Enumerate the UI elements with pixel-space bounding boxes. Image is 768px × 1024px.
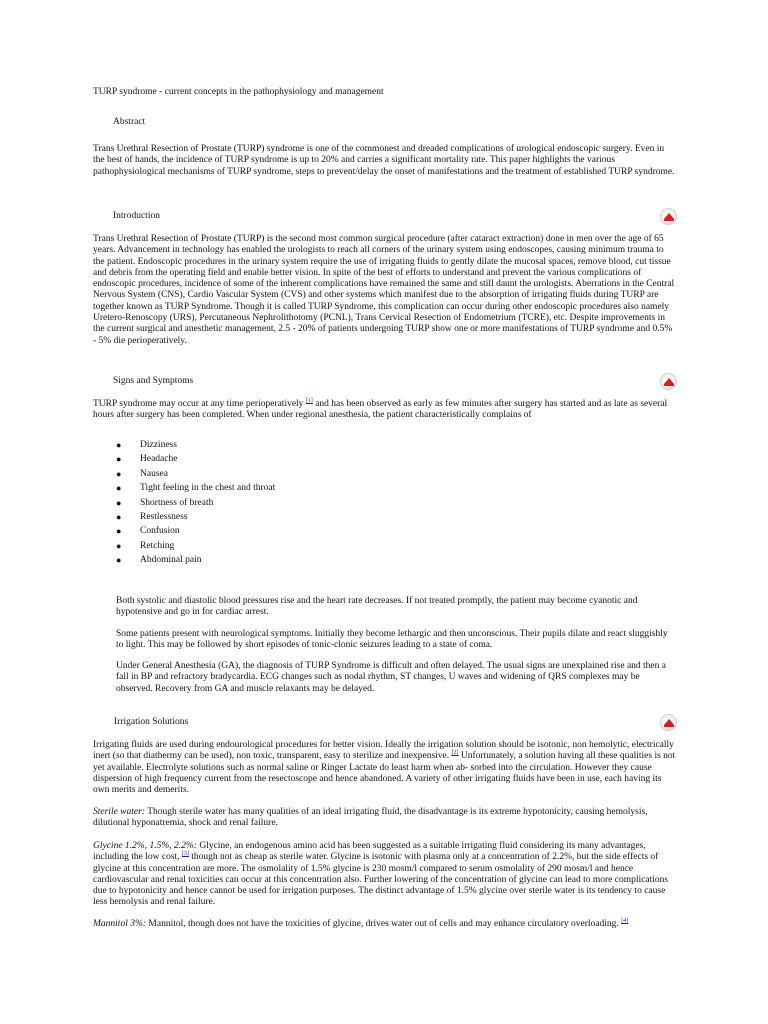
- symptom-label: Headache: [140, 454, 178, 465]
- symptom-label: Confusion: [140, 526, 180, 537]
- list-item: [93, 512, 275, 526]
- irrigation-intro-paragraph: [93, 740, 677, 796]
- bullet: ●: [116, 440, 122, 450]
- bullet: ●: [116, 497, 122, 508]
- glycine-paragraph: [93, 841, 677, 909]
- irrigation-intro-part1: Irrigating fluids are used during endourological procedures for better vision. Ideally the irrigation solution should be isotonic, non hemolytic, electrically inert (so that diathermy can be used), non toxic, transparent, easy to sterilize and inexpensive.: [93, 740, 674, 762]
- signs-intro-text: [93, 399, 677, 422]
- bullet: ●: [116, 483, 122, 494]
- irrigation-intro-part2: Unfortunately, a solution having all these qualities is not yet available. Electrolyte solutions such as normal saline or Ringer Lactate do least harm when ab- sorbed into the circulation. However they cause dispersion of high frequency current from the resectoscope and hence abandoned. A variety of other irrigating fluids have been in use, each having its own merits and demerits.: [93, 751, 676, 796]
- symptom-label: Nausea: [140, 468, 168, 479]
- list-item: [93, 526, 275, 540]
- bullet: ●: [116, 526, 122, 537]
- symptom-label: Restlessness: [140, 511, 188, 522]
- introduction-heading: Introduction: [113, 211, 160, 221]
- reference-link-3[interactable]: [3]: [181, 851, 189, 858]
- symptom-label: Retching: [140, 540, 175, 551]
- signs-intro-part1: TURP syndrome may occur at any time perioperatively: [93, 399, 306, 409]
- back-to-top-icon[interactable]: [660, 373, 677, 390]
- bullet: ●: [116, 540, 122, 551]
- reference-link-4[interactable]: [4]: [621, 917, 629, 924]
- back-to-top-icon[interactable]: [660, 714, 677, 731]
- bullet: ●: [116, 511, 122, 522]
- introduction-text: Trans Urethral Resection of Prostate (TURP) is the second most common surgical procedure (after cataract extraction) done in men over the age of 65 years. Advancement in technology has enabled the urologists to reach all corners of the urinary system using endoscopes, causing minimum trauma to the patient. Endoscopic procedures in the urinary system require the use of irrigating fluids to gently dilate the mucosal spaces, remove blood, cut tissue and debris from the operating field and enable better vision. In spite of the best of efforts to understand and prevent the various complications of endoscopic procedures, incidence of some of the inherent complications have remained the same and still daunt the urologists. Aberrations in the Central Nervous System (CNS), Cardio Vascular System (CVS) and other systems which manifest due to the absorption of irrigating fluids during TURP are together known as TURP Syndrome. Though it is called TURP Syndrome, this complication can occur during other endoscopic procedures also namely Uretero-Renoscopy (URS), Percutaneous Nephrolithotomy (PCNL), Trans Cervical Resection of Endometrium (TCRE), etc. Despite improvements in the current surgical and anesthetic management, 2.5 - 20% of patients undergoing TURP show one or more manifestations of TURP syndrome and 0.5% - 5% die perioperatively.: [93, 234, 675, 346]
- reference-link-1[interactable]: [1]: [305, 397, 313, 404]
- bullet: ●: [116, 468, 122, 479]
- glycine-label: Glycine 1.2%, 1.5%, 2.2%:: [93, 841, 197, 851]
- general-anesthesia-paragraph: Under General Anesthesia (GA), the diagnosis of TURP Syndrome is difficult and often delayed. The usual signs are unexplained rise and then a fall in BP and refractory bradycardia. ECG changes such as nodal rhythm, ST changes, U waves and widening of QRS complexes may be observed. Recovery from GA and muscle relaxants may be delayed.: [116, 661, 666, 694]
- irrigation-heading: Irrigation Solutions: [114, 717, 189, 727]
- glycine-text-part2: though not as cheap as sterile water. Glycine is isotonic with plasma only at a concentration of 2.2%, but the side effects of glycine at this concentration are more. The osmolality of 1.5% glycine is 230 mosm/l compared to serum osmolality of 290 mosm/l and hence cardiovascular and renal toxicities can occur at this concentration also. Further lowering of the concentration of glycine can lead to more complications due to hypotonicity and hence cannot be used for irrigation purposes. The distinct advantage of 1.5% glycine over sterile water is its tendency to cause less hemolysis and renal failure.: [93, 852, 669, 908]
- list-item: [93, 440, 275, 454]
- list-item: [93, 555, 275, 569]
- bullet: ●: [116, 454, 122, 465]
- mannitol-text: Mannitol, though does not have the toxicities of glycine, drives water out of cells and may enhance circulatory overloading.: [146, 919, 622, 929]
- sterile-water-label: Sterile water:: [93, 807, 145, 817]
- reference-link-2[interactable]: [2]: [451, 750, 459, 757]
- list-item: [93, 541, 275, 555]
- sterile-water-paragraph: [93, 807, 677, 830]
- mannitol-paragraph: [93, 919, 677, 930]
- signs-intro-part2: and has been observed as early as few minutes after surgery has started and as late as several hours after surgery has been completed. When under regional anesthesia, the patient characteristically complains of: [93, 399, 668, 421]
- symptom-label: Abdominal pain: [140, 555, 202, 566]
- abstract-heading: Abstract: [113, 117, 146, 127]
- symptom-label: Dizziness: [140, 440, 177, 450]
- sterile-water-text: Though sterile water has many qualities of an ideal irrigating fluid, the disadvantage is its extreme hypotonicity, causing hemolysis, dilutional hyponatremia, shock and renal failure.: [93, 807, 648, 829]
- symptom-label: Shortness of breath: [140, 497, 214, 508]
- signs-heading: Signs and Symptoms: [113, 376, 194, 386]
- abstract-text: Trans Urethral Resection of Prostate (TURP) syndrome is one of the commonest and dreaded complications of urological endoscopic surgery. Even in the best of hands, the incidence of TURP syndrome is up to 20% and carries a significant mortality rate. This paper highlights the various pathophysiological mechanisms of TURP syndrome, steps to prevent/delay the onset of manifestations and the treatment of established TURP syndrome.: [93, 144, 675, 177]
- blood-pressure-paragraph: Both systolic and diastolic blood pressures rise and the heart rate decreases. If not treated promptly, the patient may become cyanotic and hypotensive and go in for cardiac arrest.: [116, 596, 638, 618]
- list-item: [93, 454, 275, 468]
- introduction-section-header: [93, 211, 677, 231]
- back-to-top-icon[interactable]: [660, 208, 677, 225]
- neurological-paragraph: Some patients present with neurological symptoms. Initially they become lethargic and then unconscious. Their pupils dilate and react sluggishly to light. This may be followed by short episodes of tonic-clonic seizures leading to a state of coma.: [116, 629, 668, 651]
- list-item: [93, 483, 275, 497]
- symptom-label: Tight feeling in the chest and throat: [140, 483, 276, 494]
- bullet: ●: [116, 555, 122, 566]
- article-title: TURP syndrome - current concepts in the pathophysiology and management: [93, 87, 384, 97]
- symptoms-list: [93, 440, 275, 570]
- irrigation-section-header: [93, 717, 677, 737]
- mannitol-label: Mannitol 3%:: [93, 919, 147, 929]
- glycine-text-part1: Glycine, an endogenous amino acid has been suggested as a suitable irrigating fluid considering its many advantages, including the low cost,: [93, 841, 646, 863]
- abstract-section-header: [93, 117, 677, 137]
- list-item: [93, 498, 275, 512]
- signs-section-header: [93, 376, 677, 396]
- list-item: [93, 469, 275, 483]
